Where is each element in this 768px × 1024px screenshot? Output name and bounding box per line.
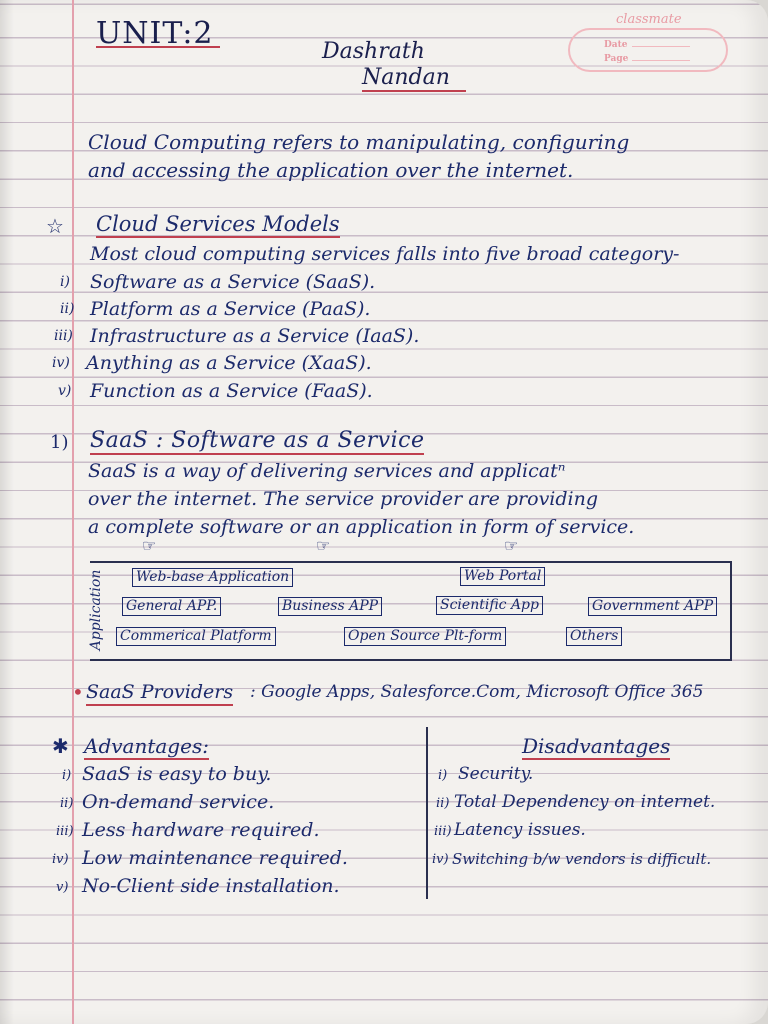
app-box-web-portal: Web Portal [460,567,545,586]
margin-line [72,0,74,1024]
models-item-3: Infrastructure as a Service (IaaS). [90,325,420,347]
providers-label: SaaS Providers [86,680,233,706]
disadvantages-heading: Disadvantages [522,734,671,758]
disadv-4-num: iv) [432,852,449,867]
app-box-scientific: Scientific App [436,596,543,615]
disadv-3: Latency issues. [454,820,586,840]
adv-2-num: ii) [60,796,74,811]
user-figure-icon: ☞ [142,536,157,555]
models-item-4: Anything as a Service (XaaS). [86,352,372,374]
saas-heading: SaaS : Software as a Service [90,428,425,453]
models-item-4-num: iv) [52,355,70,371]
disadv-3-num: iii) [434,824,452,839]
models-item-2-num: ii) [60,301,75,317]
models-item-1: Software as a Service (SaaS). [90,271,376,293]
author-first-name: Dashrath [322,39,425,64]
application-label: Application [88,569,104,651]
unit-title: UNIT:2 [96,22,220,48]
intro-line-1: Cloud Computing refers to manipulating, configuring [88,130,630,154]
adv-5-num: v) [56,880,69,895]
adv-4: Low maintenance required. [82,847,348,869]
models-item-2: Platform as a Service (PaaS). [90,298,371,320]
star-bullet-icon: ☆ [46,214,64,238]
saas-line-3: a complete software or an application in form of service. [88,516,635,538]
user-figure-icon: ☞ [316,536,331,555]
saas-line-2: over the internet. The service provider are providing [88,488,599,510]
author-last-name: Nandan [362,66,466,92]
app-box-web-base: Web-base Application [132,568,293,587]
page-spine-shadow [0,0,14,1024]
adv-4-num: iv) [52,852,69,867]
stamp-date-label: Date [604,40,628,50]
intro-line-2: and accessing the application over the internet. [88,158,574,182]
table-divider [426,727,428,899]
app-box-others: Others [566,627,622,646]
adv-1: SaaS is easy to buy. [82,763,272,785]
adv-3: Less hardware required. [82,819,320,841]
models-lead: Most cloud computing services falls into five broad category- [90,243,680,265]
stamp-box [568,28,728,72]
disadv-1: Security. [458,764,534,784]
saas-line-1: SaaS is a way of delivering services and applicatⁿ [88,460,566,482]
user-figure-icon: ☞ [504,536,519,555]
stamp-brand: classmate [616,12,682,27]
adv-2: On-demand service. [82,791,275,813]
adv-3-num: iii) [56,824,74,839]
models-item-3-num: iii) [54,328,73,344]
asterisk-bullet-icon: ✱ [52,734,69,758]
models-item-1-num: i) [60,274,70,290]
app-box-government: Government APP [588,597,717,616]
stamp-date-field [604,40,690,50]
models-item-5-num: v) [58,383,72,399]
stamp-page-label: Page [604,54,629,64]
provider-bullet-icon: • [72,680,84,704]
models-heading: Cloud Services Models [96,212,340,236]
disadv-2-num: ii) [436,796,450,811]
app-box-general: General APP. [122,597,221,616]
providers-text: : Google Apps, Salesforce.Com, Microsoft Office 365 [250,682,704,702]
disadv-1-num: i) [438,768,448,783]
classmate-stamp [568,12,726,70]
stamp-page-field [604,54,690,64]
saas-number: 1) [50,432,69,453]
diagram-side-label [84,566,110,654]
advantages-heading: Advantages: [84,734,209,758]
adv-5: No-Client side installation. [82,875,340,897]
disadv-2: Total Dependency on internet. [454,792,716,812]
app-box-commercial: Commerical Platform [116,627,276,646]
models-item-5: Function as a Service (FaaS). [90,380,373,402]
app-box-business: Business APP [278,597,382,616]
app-box-open-source: Open Source Plt-form [344,627,506,646]
disadv-4: Switching b/w vendors is difficult. [452,850,712,868]
adv-1-num: i) [62,768,72,783]
